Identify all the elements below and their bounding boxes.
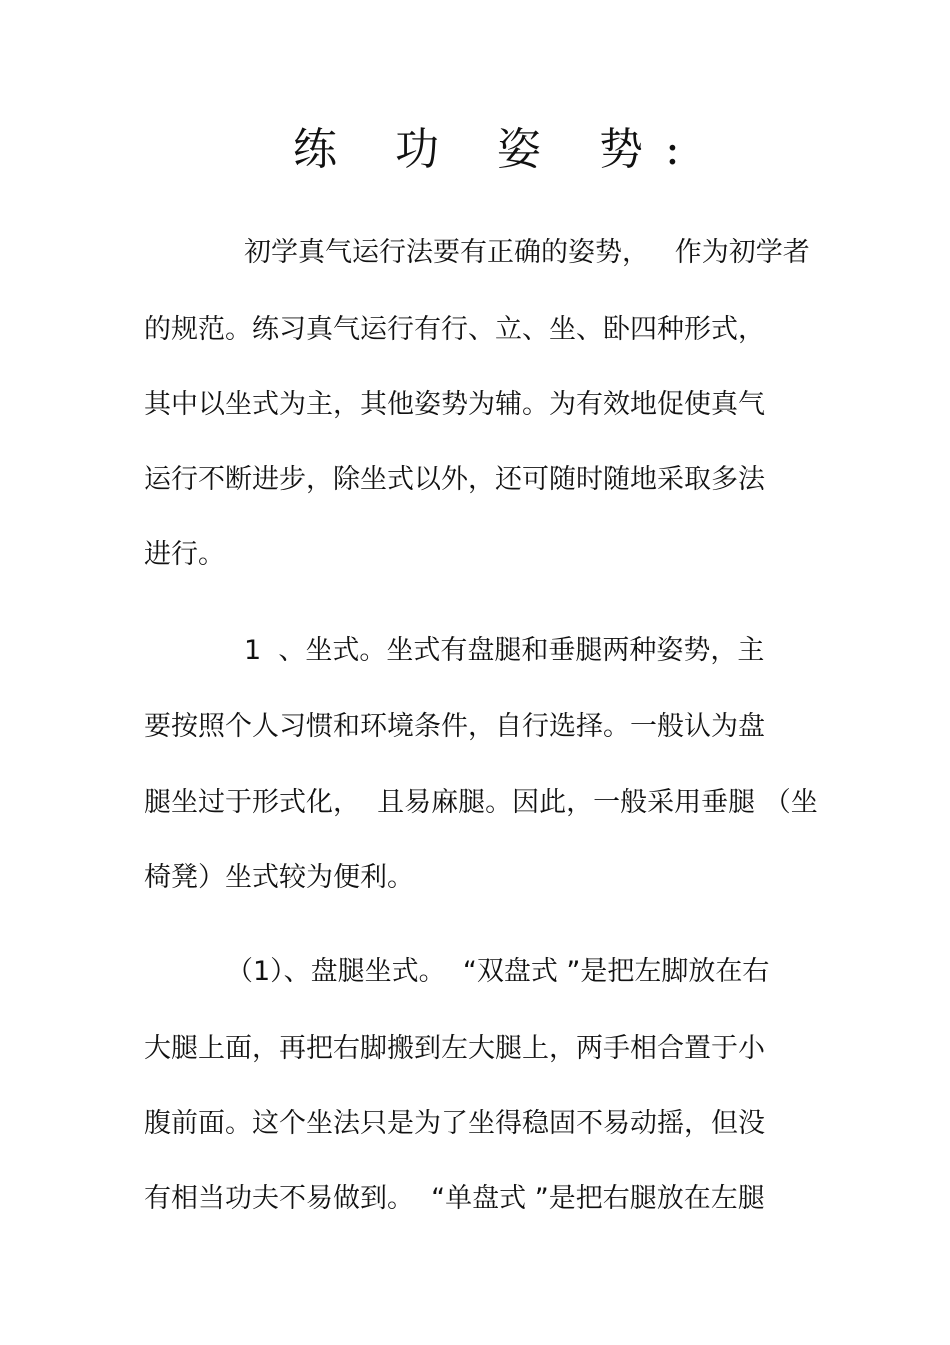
paragraph-line: 运行不断进步，除坐式以外，还可随时随地采取多法 <box>144 464 765 495</box>
paragraph-line: 其中以坐式为主，其他姿势为辅。为有效地促使真气 <box>144 389 765 420</box>
paragraph-line: （1）、盘腿坐式。 “双盘式 ”是把左脚放在右 <box>226 956 770 987</box>
paragraph-line: 的规范。练习真气运行有行、立、坐、卧四种形式， <box>144 314 765 345</box>
paragraph-line: 1 、坐式。坐式有盘腿和垂腿两种姿势，主 <box>244 635 765 666</box>
page-title: 练 功 姿 势: <box>293 124 702 175</box>
paragraph-line: 有相当功夫不易做到。 “单盘式 ”是把右腿放在左腿 <box>144 1183 765 1214</box>
paragraph-line: 腿坐过于形式化， 且易麻腿。因此，一般采用垂腿 （坐 <box>144 787 818 818</box>
paragraph-line: 大腿上面，再把右脚搬到左大腿上，两手相合置于小 <box>144 1033 765 1064</box>
paragraph-line: 进行。 <box>144 539 225 570</box>
paragraph-line: 腹前面。这个坐法只是为了坐得稳固不易动摇，但没 <box>144 1108 765 1139</box>
paragraph-line: 椅凳）坐式较为便利。 <box>144 862 414 893</box>
paragraph-line: 初学真气运行法要有正确的姿势， 作为初学者 <box>244 237 810 268</box>
paragraph-line: 要按照个人习惯和环境条件，自行选择。一般认为盘 <box>144 711 765 742</box>
